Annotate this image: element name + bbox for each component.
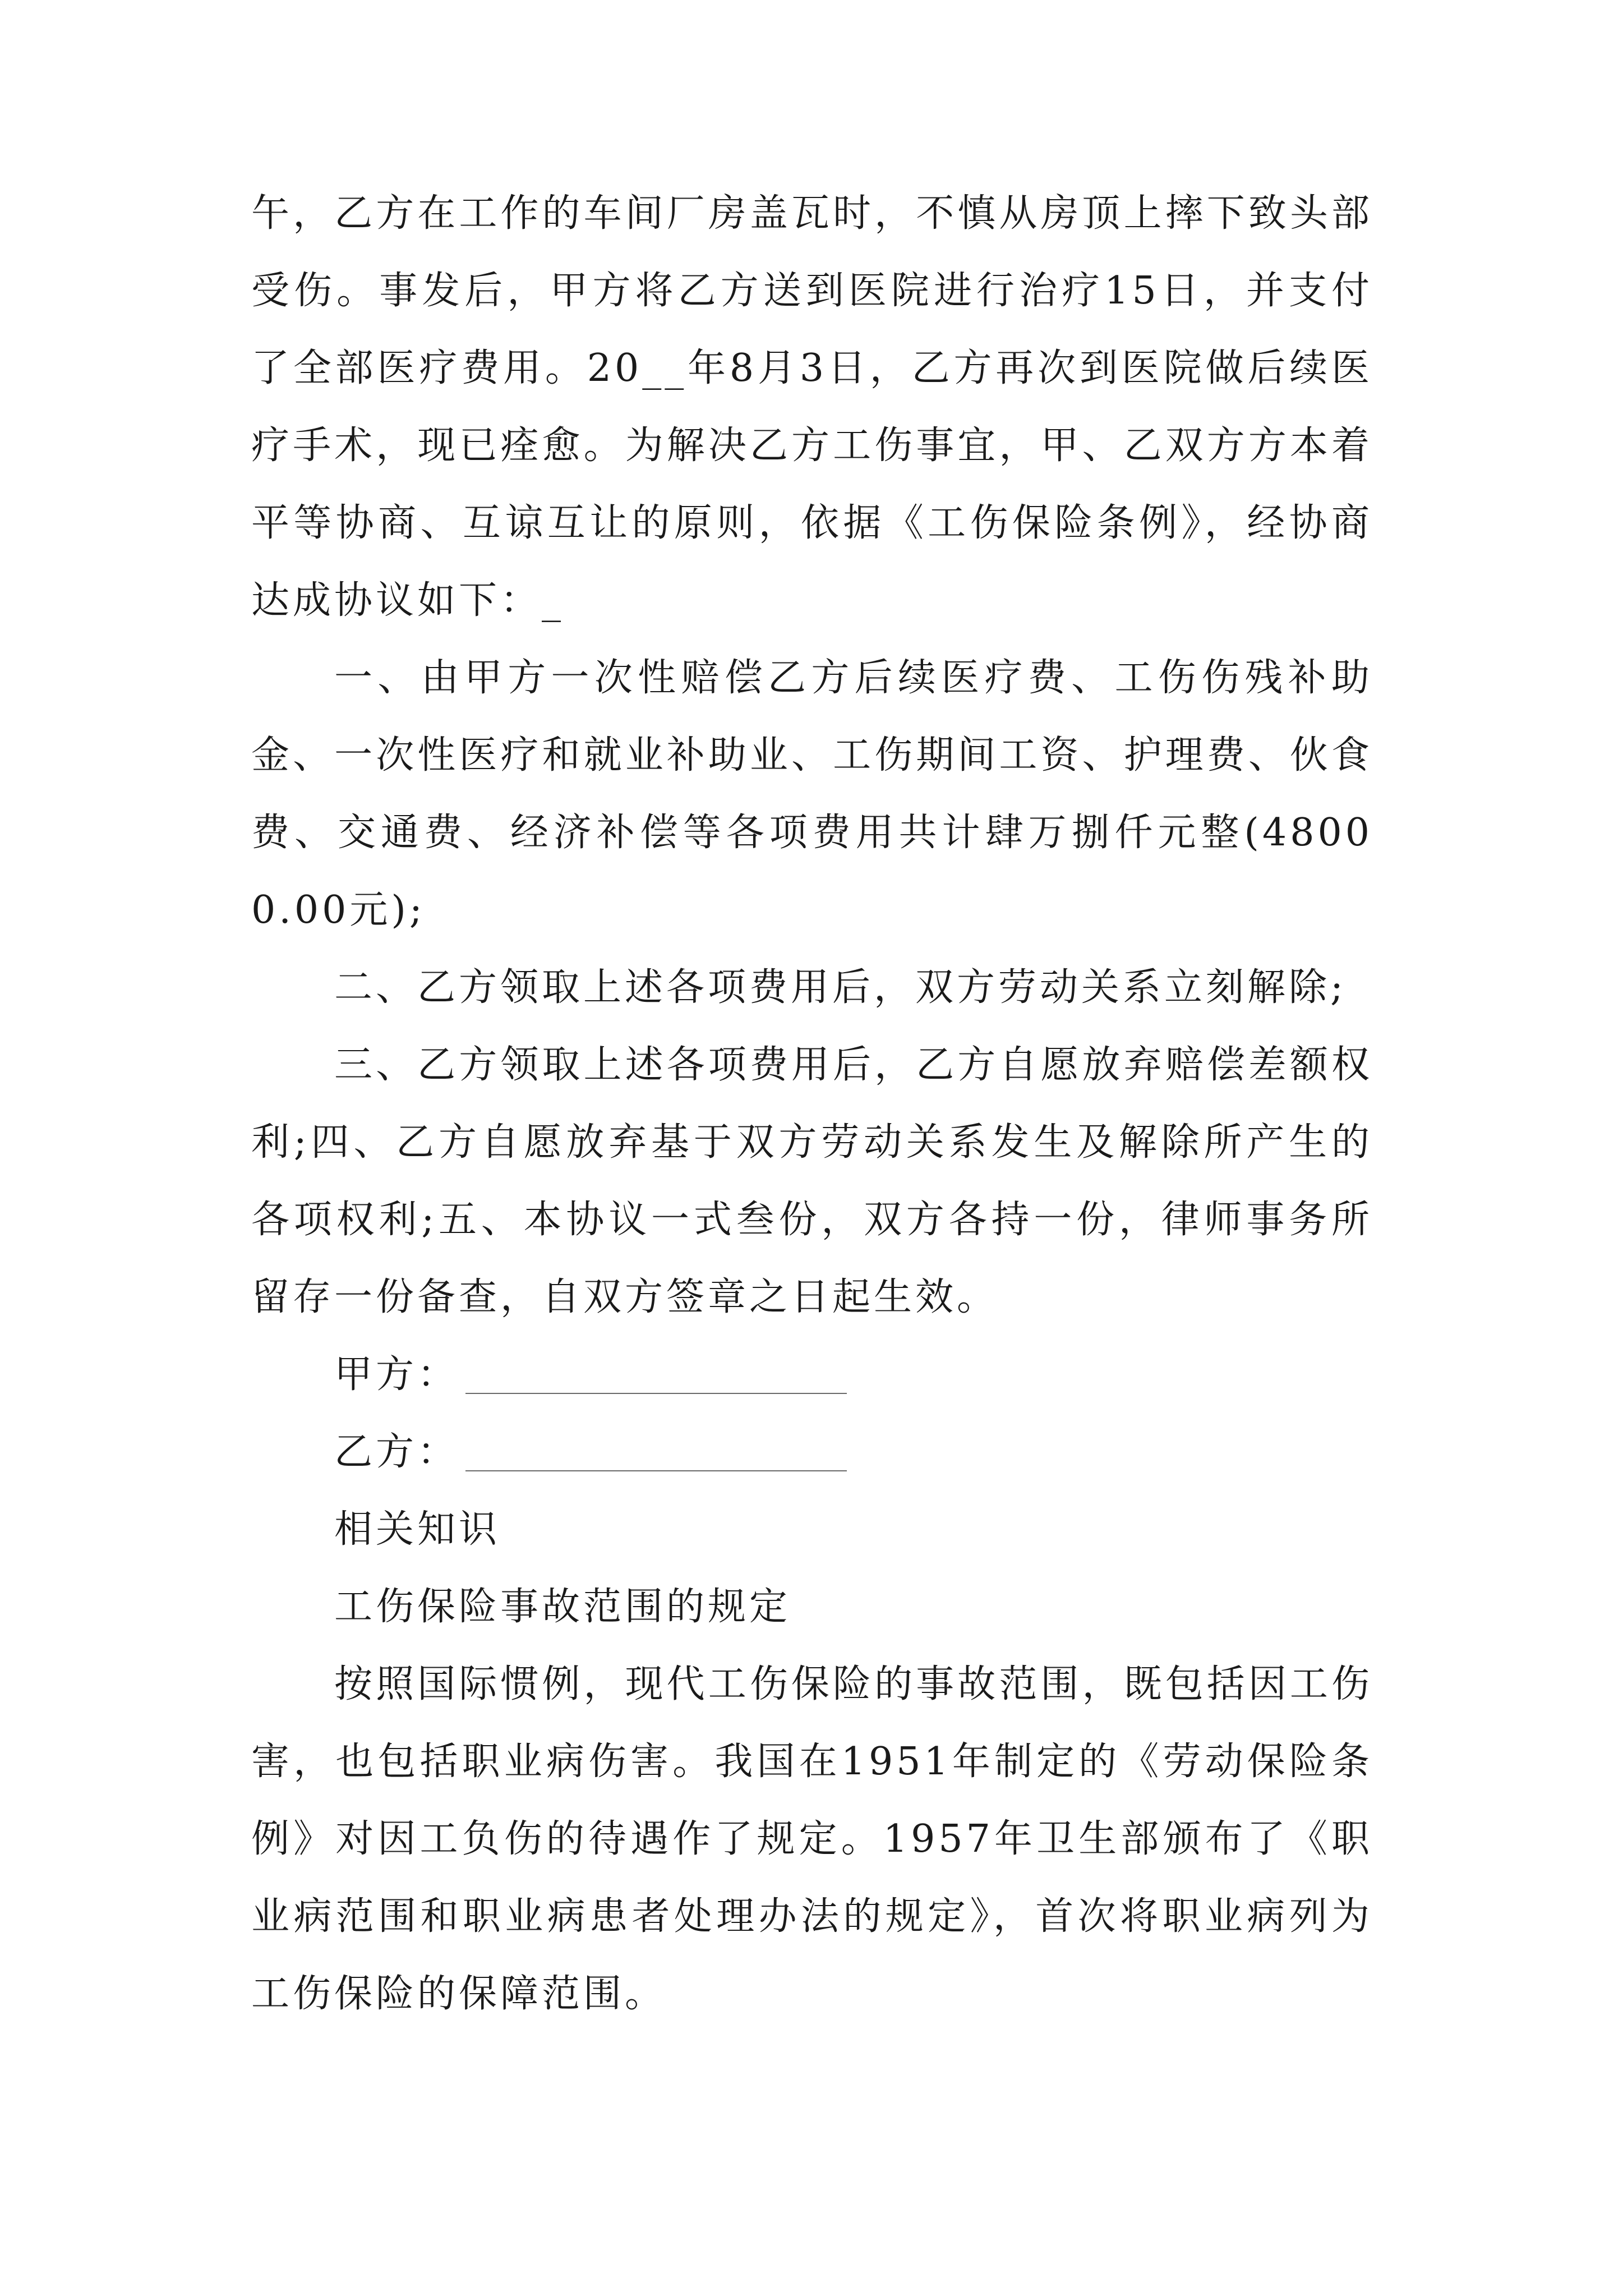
document-body [251,175,1373,2033]
paragraph-clause-2: 二、乙方领取上述各项费用后，双方劳动关系立刻解除; [334,965,1347,1010]
paragraph-incident: 午，乙方在工作的车间厂房盖瓦时，不慎从房顶上摔下致头部受伤。事发后，甲方将乙方送到医院进行治疗15日，并支付了全部医疗费用。20__年8月3日，乙方再次到医院做后续医疗手术，现已痊愈。为解决乙方工伤事宜，甲、乙双方方本着平等协商、互谅互让的原则，依据《工伤保险条例》，经协商达成协议如下：_ [251,191,1373,623]
paragraph-clause-1: 一、由甲方一次性赔偿乙方后续医疗费、工伤伤残补助金、一次性医疗和就业补助业、工伤期间工资、护理费、伙食费、交通费、经济补偿等各项费用共计肆万捌仟元整(48000.00元); [251,656,1373,932]
section-title: 工伤保险事故范围的规定 [334,1585,791,1629]
paragraph-clauses-3-5: 三、乙方领取上述各项费用后，乙方自愿放弃赔偿差额权利;四、乙方自愿放弃基于双方劳动关系发生及解除所产生的各项权利;五、本协议一式叁份，双方各持一份，律师事务所留存一份备查，自双方签章之日起生效。 [251,1043,1373,1319]
party-b-signature-line [251,1414,1373,1491]
paragraph-injury-scope: 按照国际惯例，现代工伤保险的事故范围，既包括因工伤害，也包括职业病伤害。我国在1951年制定的《劳动保险条例》对因工负伤的待遇作了规定。1957年卫生部颁布了《职业病范围和职业病患者处理办法的规定》，首次将职业病列为工伤保险的保障范围。 [251,1662,1373,2016]
party-a-signature-blank [465,1393,847,1394]
party-b-signature-blank [465,1470,847,1471]
party-a-signature-line [251,1336,1373,1414]
related-knowledge-heading: 相关知识 [334,1507,501,1552]
party-a-label: 甲方： [334,1352,459,1397]
party-b-label: 乙方： [334,1430,459,1474]
